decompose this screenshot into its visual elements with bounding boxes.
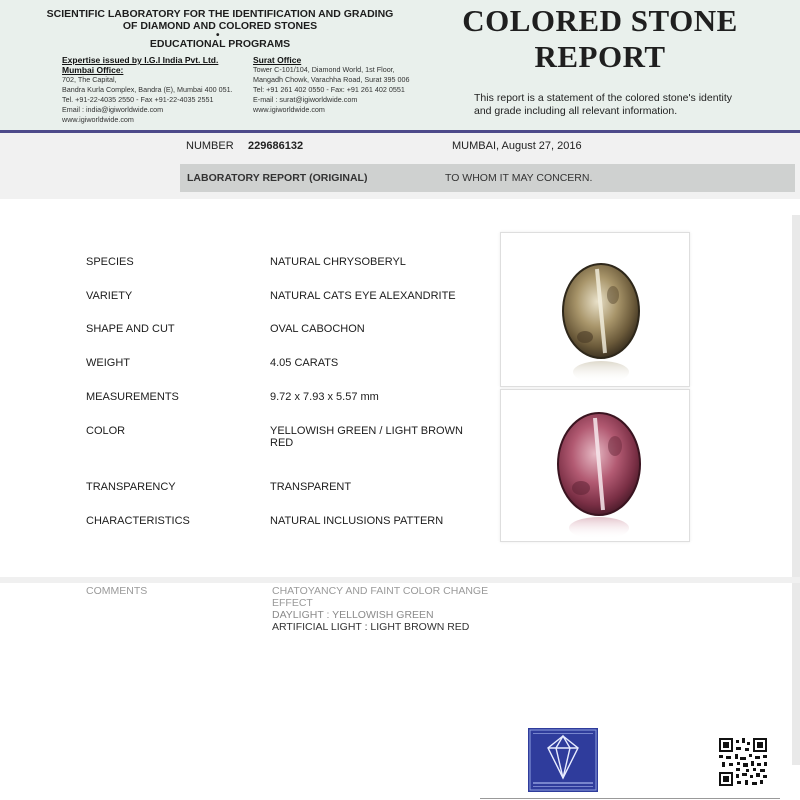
transparency-label: TRANSPARENCY xyxy=(86,481,176,493)
weight-value: 4.05 CARATS xyxy=(270,357,339,369)
surat-office-heading: Surat Office xyxy=(253,55,302,65)
shape-cut-label: SHAPE AND CUT xyxy=(86,323,175,335)
surat-website: www.igiworldwide.com xyxy=(253,105,325,114)
surat-address-line: Mangadh Chowk, Varachha Road, Surat 395 006 xyxy=(253,75,410,84)
mumbai-address-line: Bandra Kurla Complex, Bandra (E), Mumbai 400 051. xyxy=(62,85,233,94)
igi-hologram-seal-icon xyxy=(528,728,598,792)
gemstone-daylight-icon xyxy=(501,233,691,388)
bullet-icon: • xyxy=(216,30,220,41)
lab-name-line-3: EDUCATIONAL PROGRAMS xyxy=(149,38,291,50)
color-label: COLOR xyxy=(86,425,126,437)
mumbai-email: Email : india@igiworldwide.com xyxy=(62,105,164,114)
lab-name-line-2: OF DIAMOND AND COLORED STONES xyxy=(122,20,318,32)
surat-office-block xyxy=(253,55,443,115)
measurements-value: 9.72 x 7.93 x 5.57 mm xyxy=(270,391,379,403)
mumbai-website: www.igiworldwide.com xyxy=(62,115,134,124)
expertise-heading: Expertise issued by I.G.I India Pvt. Ltd. xyxy=(62,55,219,65)
report-title-line-2: REPORT xyxy=(534,39,666,74)
comment-line: EFFECT xyxy=(272,597,313,609)
variety-value: NATURAL CATS EYE ALEXANDRITE xyxy=(270,290,456,302)
lab-name-line-1: SCIENTIFIC LABORATORY FOR THE IDENTIFICATION AND GRADING xyxy=(46,8,394,20)
mumbai-address-line: 702, The Capital, xyxy=(62,75,117,84)
footer-rule xyxy=(480,798,780,799)
comment-line: CHATOYANCY AND FAINT COLOR CHANGE xyxy=(272,585,489,597)
measurements-label: MEASUREMENTS xyxy=(86,391,179,403)
lab-report-label: LABORATORY REPORT (ORIGINAL) xyxy=(187,172,368,184)
shape-cut-value: OVAL CABOCHON xyxy=(270,323,365,335)
surat-address-line: Tower C-101/104, Diamond World, 1st Floor, xyxy=(253,65,395,74)
surat-phone: Tel: +91 261 402 0550 - Fax: +91 261 402 0551 xyxy=(253,85,405,94)
stone-photo-daylight xyxy=(500,232,690,387)
weight-label: WEIGHT xyxy=(86,357,130,369)
surat-email: E-mail : surat@igiworldwide.com xyxy=(253,95,358,104)
comment-line: ARTIFICIAL LIGHT : LIGHT BROWN RED xyxy=(272,621,470,633)
page-edge xyxy=(792,215,800,765)
variety-label: VARIETY xyxy=(86,290,133,302)
characteristics-value: NATURAL INCLUSIONS PATTERN xyxy=(270,515,444,527)
report-number-value: 229686132 xyxy=(248,140,304,152)
transparency-value: TRANSPARENT xyxy=(270,481,352,493)
characteristics-label: CHARACTERISTICS xyxy=(86,515,190,527)
comment-line: DAYLIGHT : YELLOWISH GREEN xyxy=(272,609,434,621)
species-label: SPECIES xyxy=(86,256,134,268)
mumbai-phone: Tel. +91-22-4035 2550 - Fax +91-22-4035 2551 xyxy=(62,95,214,104)
report-date: MUMBAI, August 27, 2016 xyxy=(452,140,582,152)
mumbai-office-heading: Mumbai Office: xyxy=(62,65,124,75)
qr-code-icon xyxy=(719,738,767,786)
report-number-label: NUMBER xyxy=(186,140,234,152)
gemstone-artificial-icon xyxy=(501,390,691,543)
comments-label: COMMENTS xyxy=(86,585,148,597)
species-value: NATURAL CHRYSOBERYL xyxy=(270,256,406,268)
mumbai-office-block xyxy=(62,55,262,125)
stone-photo-artificial xyxy=(500,389,690,542)
to-whom-label: TO WHOM IT MAY CONCERN. xyxy=(445,172,593,184)
report-title-line-1: COLORED STONE xyxy=(462,3,738,38)
report-statement: This report is a statement of the colored stone's identity and grade including all relevant information. xyxy=(474,92,732,117)
color-value: YELLOWISH GREEN / LIGHT BROWN RED xyxy=(270,425,463,449)
comments-divider xyxy=(0,577,800,583)
